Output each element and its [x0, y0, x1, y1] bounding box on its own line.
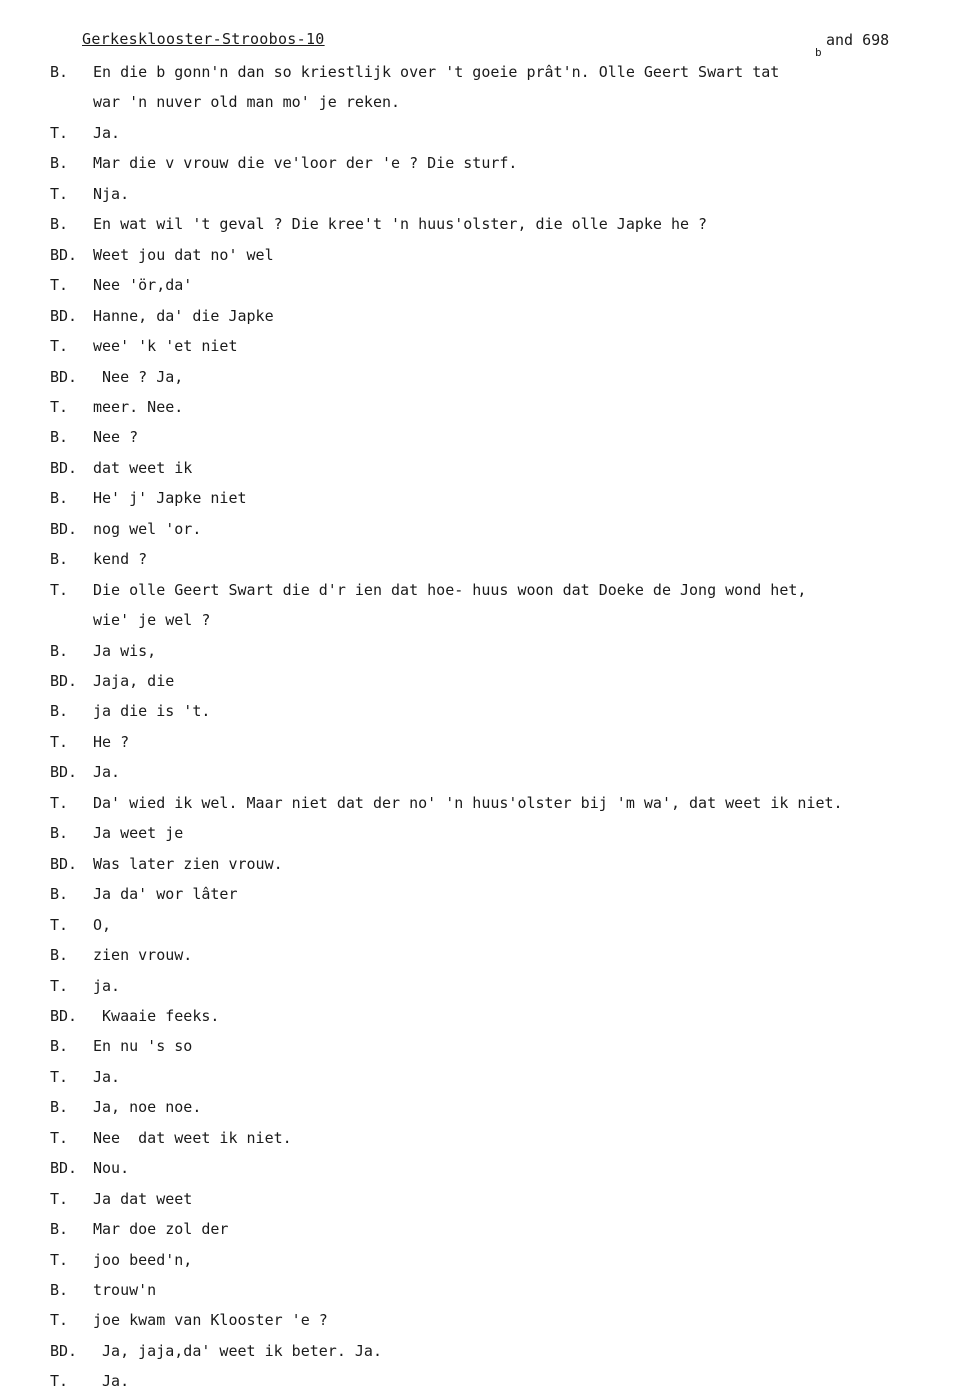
- transcript-line: [0, 365, 973, 389]
- transcript-line: [0, 121, 973, 145]
- utterance-text: Hanne, da' die Japke: [93, 306, 274, 325]
- speaker-label: T.: [50, 1067, 69, 1086]
- speaker-label: B.: [50, 702, 69, 721]
- utterance-text: zien vrouw.: [93, 946, 193, 965]
- speaker-label: B.: [50, 63, 69, 81]
- transcript-line: [0, 334, 973, 358]
- utterance-text: Ja.: [93, 123, 121, 142]
- transcript-line: [0, 913, 973, 937]
- transcript-line: [0, 1034, 973, 1058]
- utterance-text: Ja wis,: [93, 641, 157, 660]
- transcript-line: [0, 791, 973, 815]
- speaker-label: BD.: [50, 519, 78, 538]
- utterance-text: Ja.: [93, 763, 121, 782]
- transcript-line: [0, 1065, 973, 1089]
- speaker-label: BD.: [50, 1006, 78, 1025]
- utterance-text: Mar die v vrouw die ve'loor der 'e ? Die sturf.: [93, 154, 518, 173]
- transcript-line: [0, 852, 973, 876]
- transcript-line: [0, 1278, 973, 1302]
- utterance-text: war 'n nuver old man mo' je reken.: [93, 93, 401, 112]
- speaker-label: BD.: [50, 306, 78, 325]
- speaker-label: BD.: [50, 854, 78, 873]
- transcript-line: [0, 486, 973, 510]
- transcript-line: [0, 699, 973, 723]
- speaker-label: T.: [50, 1372, 69, 1391]
- transcript-line: [0, 943, 973, 967]
- speaker-label: B.: [50, 946, 69, 965]
- transcript-line: [0, 547, 973, 571]
- utterance-text: En die b gonn'n dan so kriestlijk over 't goeie prât'n. Olle Geert Swart tat: [93, 63, 780, 81]
- utterance-text: Da' wied ik wel. Maar niet dat der no' 'n huus'olster bij 'm wa', dat weet ik niet.: [93, 793, 843, 812]
- speaker-label: T.: [50, 1128, 69, 1147]
- transcript-line: [0, 151, 973, 175]
- transcript-line: [0, 974, 973, 998]
- speaker-label: B.: [50, 1037, 69, 1056]
- transcript-line: [0, 456, 973, 480]
- utterance-text: Nee ? Ja,: [93, 367, 184, 386]
- band-number: and 698: [826, 31, 890, 49]
- speaker-label: B.: [50, 215, 69, 234]
- speaker-label: T.: [50, 1250, 69, 1269]
- transcript-line: [0, 608, 973, 632]
- utterance-text: nog wel 'or.: [93, 519, 202, 538]
- transcript-line: [0, 1369, 973, 1393]
- transcript-line: [0, 1248, 973, 1272]
- transcript-line: [0, 1004, 973, 1028]
- speaker-label: B.: [50, 1281, 69, 1299]
- utterance-text: joo beed'n,: [93, 1250, 193, 1269]
- utterance-text: Mar doe zol der: [93, 1220, 229, 1239]
- transcript-line: [0, 90, 973, 114]
- utterance-text: He ?: [93, 732, 130, 751]
- transcript-line: [0, 273, 973, 297]
- transcript-line: [0, 821, 973, 845]
- utterance-text: meer. Nee.: [93, 397, 184, 416]
- transcript-line: [0, 1187, 973, 1211]
- transcript-line: [0, 669, 973, 693]
- transcript-line: [0, 1156, 973, 1180]
- transcript-line: [0, 60, 973, 84]
- speaker-label: B.: [50, 1220, 69, 1239]
- utterance-text: Nee dat weet ik niet.: [93, 1128, 292, 1147]
- utterance-text: Ja weet je: [93, 824, 184, 843]
- speaker-label: BD.: [50, 763, 78, 782]
- speaker-label: T.: [50, 276, 69, 295]
- utterance-text: trouw'n: [93, 1281, 157, 1299]
- utterance-text: ja.: [93, 976, 121, 995]
- utterance-text: Nee 'ör,da': [93, 276, 193, 295]
- utterance-text: En wat wil 't geval ? Die kree't 'n huus'olster, die olle Japke he ?: [93, 215, 708, 234]
- speaker-label: BD.: [50, 367, 78, 386]
- transcript-line: [0, 212, 973, 236]
- speaker-label: T.: [50, 337, 69, 356]
- utterance-text: wie' je wel ?: [93, 611, 211, 630]
- transcript-line: [0, 517, 973, 541]
- utterance-text: Die olle Geert Swart die d'r ien dat hoe- huus woon dat Doeke de Jong wond het,: [93, 580, 807, 599]
- transcript-line: [0, 304, 973, 328]
- utterance-text: Was later zien vrouw.: [93, 854, 283, 873]
- speaker-label: T.: [50, 1189, 69, 1208]
- speaker-label: B.: [50, 641, 69, 660]
- utterance-text: Nja.: [93, 184, 130, 203]
- utterance-text: Kwaaie feeks.: [93, 1006, 220, 1025]
- utterance-text: Ja dat weet: [93, 1189, 193, 1208]
- speaker-label: T.: [50, 1311, 69, 1330]
- utterance-text: O,: [93, 915, 112, 934]
- utterance-text: Nou.: [93, 1159, 130, 1178]
- transcript-line: [0, 760, 973, 784]
- speaker-label: B.: [50, 1098, 69, 1117]
- transcript-line: [0, 882, 973, 906]
- utterance-text: He' j' Japke niet: [93, 489, 247, 508]
- utterance-text: Ja, noe noe.: [93, 1098, 202, 1117]
- utterance-text: Weet jou dat no' wel: [93, 245, 274, 264]
- speaker-label: B.: [50, 550, 69, 569]
- utterance-text: wee' 'k 'et niet: [93, 337, 238, 356]
- speaker-label: T.: [50, 580, 69, 599]
- transcript-line: [0, 639, 973, 663]
- utterance-text: Ja, jaja,da' weet ik beter. Ja.: [93, 1341, 382, 1360]
- speaker-label: T.: [50, 915, 69, 934]
- utterance-text: Nee ?: [93, 428, 139, 447]
- speaker-label: B.: [50, 885, 69, 904]
- utterance-text: En nu 's so: [93, 1037, 193, 1056]
- transcript-line: [0, 182, 973, 206]
- speaker-label: BD.: [50, 1341, 78, 1360]
- speaker-label: BD.: [50, 1159, 78, 1178]
- transcript-line: [0, 1339, 973, 1363]
- speaker-label: BD.: [50, 245, 78, 264]
- utterance-text: joe kwam van Klooster 'e ?: [93, 1311, 328, 1330]
- transcript-line: [0, 1095, 973, 1119]
- utterance-text: Jaja, die: [93, 672, 175, 690]
- transcript-line: [0, 1308, 973, 1332]
- utterance-text: kend ?: [93, 550, 148, 569]
- speaker-label: T.: [50, 732, 69, 751]
- speaker-label: T.: [50, 184, 69, 203]
- transcript-line: [0, 1217, 973, 1241]
- speaker-label: B.: [50, 154, 69, 173]
- speaker-label: T.: [50, 793, 69, 812]
- transcript-line: [0, 730, 973, 754]
- speaker-label: B.: [50, 428, 69, 447]
- page-title: Gerkesklooster-Stroobos-10: [82, 30, 325, 48]
- speaker-label: T.: [50, 397, 69, 416]
- speaker-label: BD.: [50, 672, 78, 690]
- speaker-label: BD.: [50, 458, 78, 477]
- utterance-text: Ja da' wor lâter: [93, 885, 238, 904]
- utterance-text: ja die is 't.: [93, 702, 211, 721]
- utterance-text: Ja.: [93, 1372, 130, 1391]
- transcript-line: [0, 425, 973, 449]
- transcript-line: [0, 395, 973, 419]
- band-sub-mark: b: [815, 46, 822, 59]
- speaker-label: B.: [50, 489, 69, 508]
- utterance-text: Ja.: [93, 1067, 121, 1086]
- transcript-line: [0, 578, 973, 602]
- speaker-label: B.: [50, 824, 69, 843]
- speaker-label: T.: [50, 123, 69, 142]
- transcript-line: [0, 243, 973, 267]
- speaker-label: T.: [50, 976, 69, 995]
- transcript-line: [0, 1126, 973, 1150]
- utterance-text: dat weet ik: [93, 458, 193, 477]
